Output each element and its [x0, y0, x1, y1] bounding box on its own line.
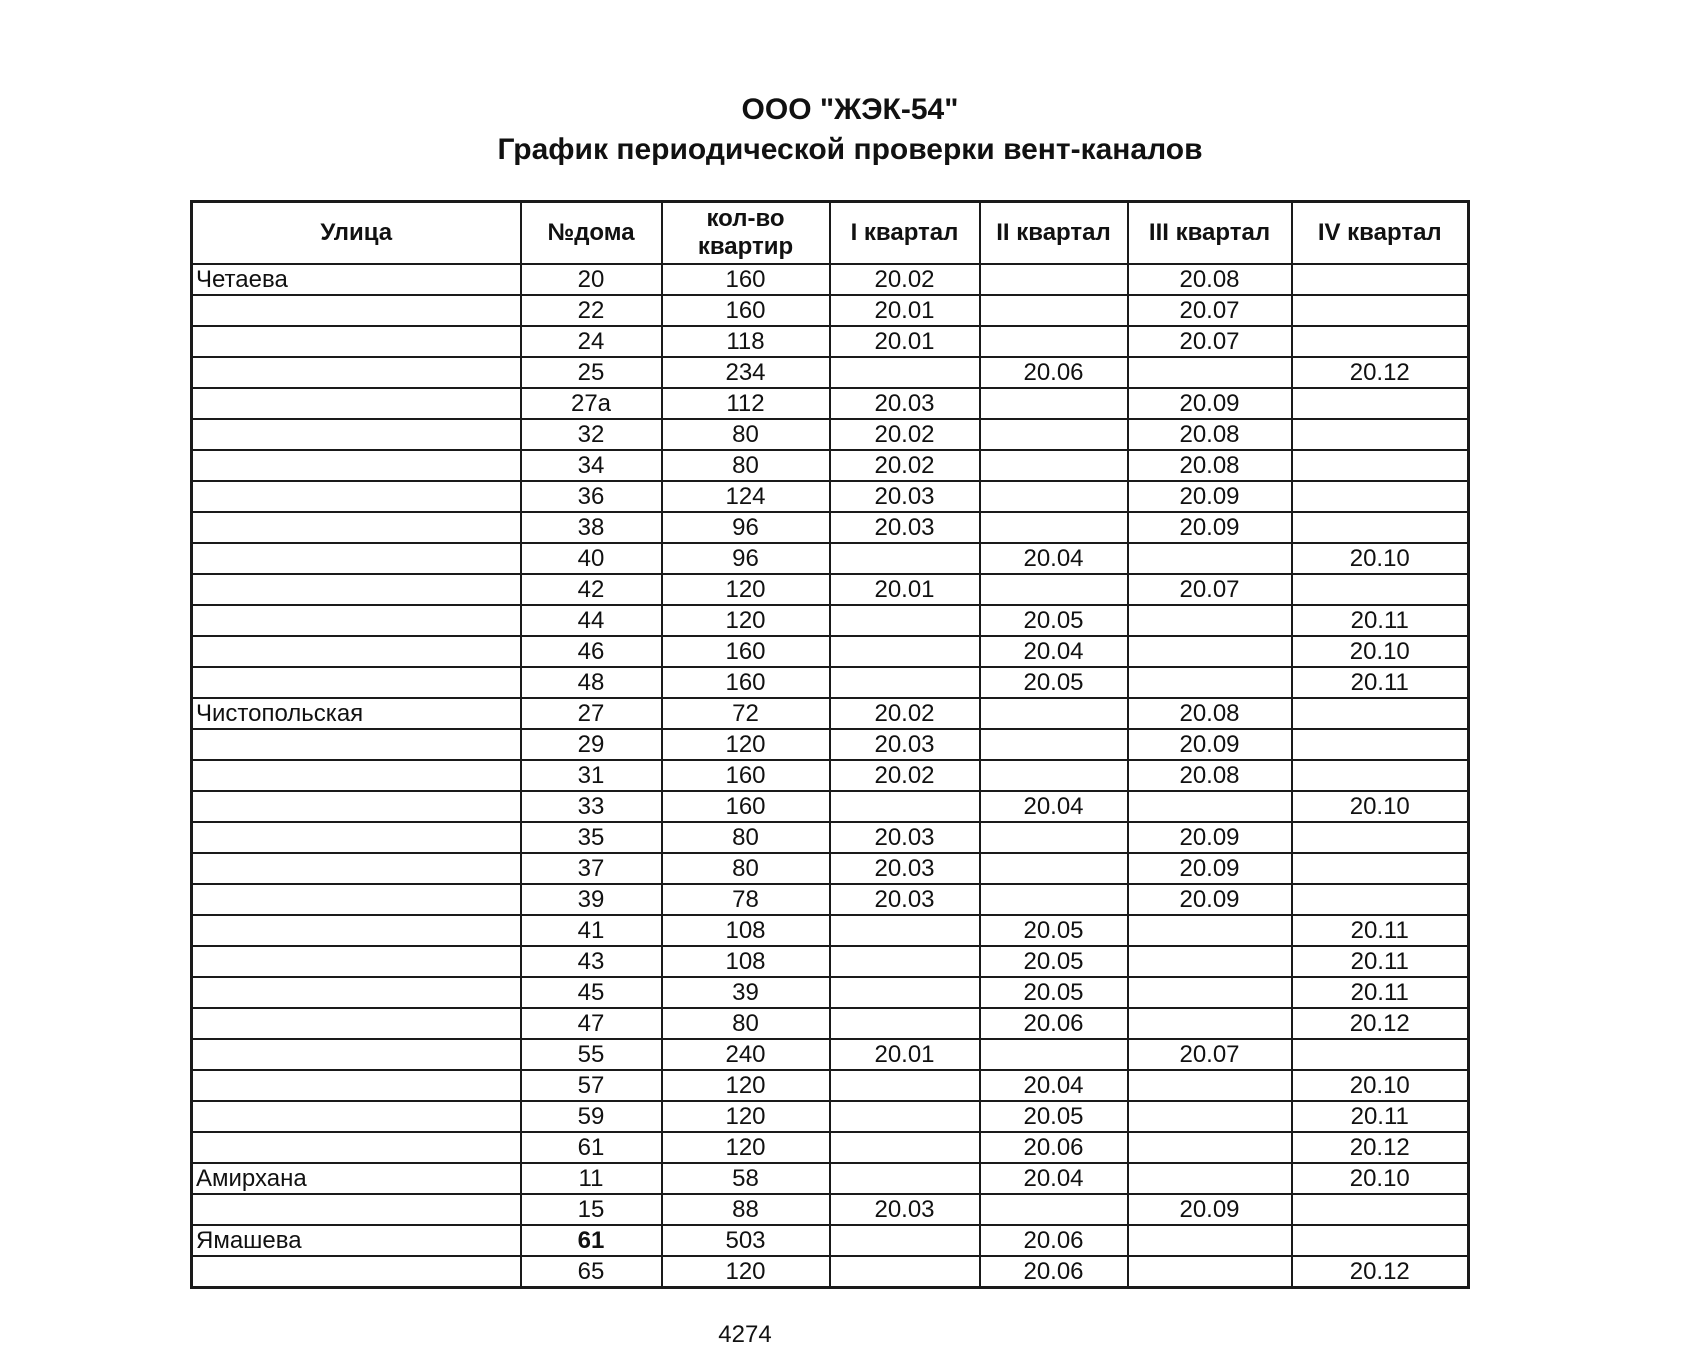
q4-date-cell — [1292, 574, 1469, 605]
street-cell — [192, 853, 521, 884]
q3-date-cell — [1128, 1070, 1292, 1101]
q4-date-cell — [1292, 481, 1469, 512]
q4-date-cell: 20.11 — [1292, 1101, 1469, 1132]
q1-date-cell: 20.01 — [830, 295, 980, 326]
q4-date-cell — [1292, 884, 1469, 915]
house-number-cell: 11 — [521, 1163, 662, 1194]
q4-date-cell: 20.10 — [1292, 791, 1469, 822]
q3-date-cell: 20.08 — [1128, 419, 1292, 450]
house-number-cell: 34 — [521, 450, 662, 481]
q4-date-cell — [1292, 760, 1469, 791]
house-number-cell: 27 — [521, 698, 662, 729]
q2-date-cell: 20.05 — [980, 977, 1128, 1008]
house-number-cell: 29 — [521, 729, 662, 760]
q3-date-cell — [1128, 1256, 1292, 1288]
table-row — [192, 1132, 1469, 1163]
street-cell — [192, 481, 521, 512]
apartments-count-cell: 80 — [662, 450, 830, 481]
table-row — [192, 357, 1469, 388]
table-row — [192, 1225, 1469, 1256]
q2-date-cell — [980, 326, 1128, 357]
q2-date-cell: 20.06 — [980, 1132, 1128, 1163]
q1-date-cell — [830, 543, 980, 574]
q3-date-cell: 20.08 — [1128, 698, 1292, 729]
q1-date-cell — [830, 915, 980, 946]
q4-date-cell: 20.11 — [1292, 946, 1469, 977]
q3-date-cell — [1128, 946, 1292, 977]
apartments-count-cell: 160 — [662, 667, 830, 698]
house-number-cell: 24 — [521, 326, 662, 357]
street-cell — [192, 574, 521, 605]
q2-date-cell: 20.06 — [980, 1008, 1128, 1039]
q4-date-cell — [1292, 295, 1469, 326]
q2-date-cell: 20.06 — [980, 1256, 1128, 1288]
q4-date-cell: 20.11 — [1292, 605, 1469, 636]
table-row — [192, 264, 1469, 295]
q2-date-cell — [980, 1039, 1128, 1070]
street-cell: Четаева — [192, 264, 521, 295]
q2-date-cell — [980, 388, 1128, 419]
total-apartments: 4274 — [718, 1321, 772, 1348]
q1-date-cell: 20.03 — [830, 481, 980, 512]
q3-date-cell: 20.07 — [1128, 295, 1292, 326]
house-number-cell: 37 — [521, 853, 662, 884]
table-row — [192, 574, 1469, 605]
q1-date-cell — [830, 636, 980, 667]
q4-date-cell: 20.11 — [1292, 977, 1469, 1008]
q2-date-cell — [980, 698, 1128, 729]
table-row — [192, 512, 1469, 543]
street-cell — [192, 543, 521, 574]
table-row — [192, 326, 1469, 357]
apartments-count-cell: 39 — [662, 977, 830, 1008]
q2-date-cell — [980, 574, 1128, 605]
house-number-cell: 35 — [521, 822, 662, 853]
q1-date-cell — [830, 1256, 980, 1288]
table-row — [192, 946, 1469, 977]
q2-date-cell: 20.06 — [980, 357, 1128, 388]
q1-date-cell — [830, 946, 980, 977]
table-row — [192, 822, 1469, 853]
column-header-apartments: кол-во квартир — [662, 202, 830, 265]
q2-date-cell: 20.06 — [980, 1225, 1128, 1256]
table-row — [192, 1070, 1469, 1101]
apartments-count-cell: 78 — [662, 884, 830, 915]
street-cell — [192, 357, 521, 388]
street-cell — [192, 1008, 521, 1039]
column-header-q1: I квартал — [830, 202, 980, 265]
apartments-count-cell: 160 — [662, 760, 830, 791]
street-cell — [192, 295, 521, 326]
street-cell — [192, 1194, 521, 1225]
q3-date-cell — [1128, 605, 1292, 636]
house-number-cell: 15 — [521, 1194, 662, 1225]
q2-date-cell — [980, 264, 1128, 295]
apartments-count-cell: 120 — [662, 1132, 830, 1163]
q4-date-cell: 20.10 — [1292, 1163, 1469, 1194]
street-cell — [192, 450, 521, 481]
street-cell — [192, 605, 521, 636]
house-number-cell: 42 — [521, 574, 662, 605]
q3-date-cell — [1128, 1008, 1292, 1039]
street-cell — [192, 946, 521, 977]
apartments-count-cell: 96 — [662, 512, 830, 543]
house-number-cell: 22 — [521, 295, 662, 326]
q1-date-cell: 20.03 — [830, 1194, 980, 1225]
street-cell — [192, 326, 521, 357]
q2-date-cell — [980, 760, 1128, 791]
street-cell — [192, 915, 521, 946]
table-row — [192, 388, 1469, 419]
house-number-cell: 61 — [521, 1132, 662, 1163]
house-number-cell: 44 — [521, 605, 662, 636]
q1-date-cell — [830, 1132, 980, 1163]
q1-date-cell — [830, 357, 980, 388]
house-number-cell: 57 — [521, 1070, 662, 1101]
q3-date-cell: 20.09 — [1128, 729, 1292, 760]
street-cell — [192, 729, 521, 760]
q2-date-cell: 20.04 — [980, 1163, 1128, 1194]
q1-date-cell: 20.02 — [830, 419, 980, 450]
q3-date-cell: 20.07 — [1128, 326, 1292, 357]
table-row — [192, 729, 1469, 760]
q3-date-cell — [1128, 357, 1292, 388]
street-cell — [192, 791, 521, 822]
q3-date-cell — [1128, 1225, 1292, 1256]
table-row — [192, 1194, 1469, 1225]
q2-date-cell: 20.04 — [980, 791, 1128, 822]
house-number-cell: 39 — [521, 884, 662, 915]
q4-date-cell: 20.12 — [1292, 1132, 1469, 1163]
column-header-q4: IV квартал — [1292, 202, 1469, 265]
q3-date-cell: 20.07 — [1128, 574, 1292, 605]
house-number-cell: 40 — [521, 543, 662, 574]
street-cell — [192, 667, 521, 698]
street-cell — [192, 822, 521, 853]
q4-date-cell — [1292, 326, 1469, 357]
q3-date-cell — [1128, 1132, 1292, 1163]
q4-date-cell — [1292, 512, 1469, 543]
column-header-q3: III квартал — [1128, 202, 1292, 265]
table-row — [192, 760, 1469, 791]
ventilation-schedule-table — [190, 200, 1470, 1289]
apartments-count-cell: 160 — [662, 264, 830, 295]
apartments-count-cell: 120 — [662, 574, 830, 605]
q3-date-cell: 20.09 — [1128, 822, 1292, 853]
table-row — [192, 605, 1469, 636]
table-row — [192, 884, 1469, 915]
q3-date-cell — [1128, 1163, 1292, 1194]
house-number-cell: 46 — [521, 636, 662, 667]
q1-date-cell — [830, 977, 980, 1008]
q3-date-cell: 20.09 — [1128, 884, 1292, 915]
street-cell — [192, 636, 521, 667]
house-number-cell: 55 — [521, 1039, 662, 1070]
apartments-count-cell: 80 — [662, 419, 830, 450]
apartments-count-cell: 160 — [662, 791, 830, 822]
table-row — [192, 636, 1469, 667]
table-row — [192, 543, 1469, 574]
q3-date-cell — [1128, 667, 1292, 698]
q4-date-cell: 20.12 — [1292, 1256, 1469, 1288]
q4-date-cell: 20.11 — [1292, 915, 1469, 946]
q2-date-cell: 20.05 — [980, 667, 1128, 698]
house-number-cell: 20 — [521, 264, 662, 295]
q4-date-cell: 20.10 — [1292, 636, 1469, 667]
q2-date-cell: 20.05 — [980, 605, 1128, 636]
street-cell — [192, 1070, 521, 1101]
table-row — [192, 295, 1469, 326]
table-body — [192, 264, 1469, 1288]
q2-date-cell — [980, 481, 1128, 512]
table-row — [192, 1163, 1469, 1194]
table-row — [192, 853, 1469, 884]
apartments-count-cell: 120 — [662, 1070, 830, 1101]
street-cell — [192, 760, 521, 791]
street-cell — [192, 1256, 521, 1288]
street-cell — [192, 388, 521, 419]
house-number-cell: 25 — [521, 357, 662, 388]
q3-date-cell: 20.08 — [1128, 450, 1292, 481]
table-row — [192, 1256, 1469, 1288]
apartments-count-cell: 120 — [662, 1101, 830, 1132]
q1-date-cell: 20.01 — [830, 1039, 980, 1070]
apartments-count-cell: 120 — [662, 605, 830, 636]
company-name: ООО "ЖЭК-54" — [741, 93, 959, 126]
q1-date-cell: 20.03 — [830, 853, 980, 884]
house-number-cell: 32 — [521, 419, 662, 450]
q2-date-cell: 20.04 — [980, 543, 1128, 574]
q3-date-cell: 20.09 — [1128, 1194, 1292, 1225]
house-number-cell: 65 — [521, 1256, 662, 1288]
q1-date-cell: 20.02 — [830, 264, 980, 295]
street-cell — [192, 1132, 521, 1163]
q3-date-cell — [1128, 636, 1292, 667]
table-row — [192, 481, 1469, 512]
street-cell: Чистопольская — [192, 698, 521, 729]
street-cell — [192, 977, 521, 1008]
q1-date-cell — [830, 1070, 980, 1101]
q4-date-cell — [1292, 853, 1469, 884]
q4-date-cell — [1292, 1225, 1469, 1256]
house-number-cell: 59 — [521, 1101, 662, 1132]
table-row — [192, 419, 1469, 450]
document-title: График периодической проверки вент-каналов — [497, 133, 1203, 166]
q4-date-cell: 20.10 — [1292, 543, 1469, 574]
apartments-count-cell: 503 — [662, 1225, 830, 1256]
q4-date-cell — [1292, 729, 1469, 760]
q4-date-cell — [1292, 388, 1469, 419]
house-number-cell: 61 — [521, 1225, 662, 1256]
apartments-count-cell: 120 — [662, 729, 830, 760]
apartments-count-cell: 108 — [662, 946, 830, 977]
table-header-row — [192, 202, 1469, 265]
q1-date-cell: 20.02 — [830, 450, 980, 481]
house-number-cell: 47 — [521, 1008, 662, 1039]
q1-date-cell: 20.03 — [830, 512, 980, 543]
street-cell — [192, 1101, 521, 1132]
q1-date-cell — [830, 1101, 980, 1132]
street-cell: Ямашева — [192, 1225, 521, 1256]
apartments-count-cell: 240 — [662, 1039, 830, 1070]
apartments-count-cell: 80 — [662, 822, 830, 853]
q1-date-cell: 20.01 — [830, 574, 980, 605]
house-number-cell: 43 — [521, 946, 662, 977]
q3-date-cell — [1128, 977, 1292, 1008]
street-cell — [192, 884, 521, 915]
q2-date-cell: 20.05 — [980, 915, 1128, 946]
q1-date-cell — [830, 1225, 980, 1256]
apartments-count-cell: 120 — [662, 1256, 830, 1288]
apartments-count-cell: 160 — [662, 295, 830, 326]
q1-date-cell — [830, 791, 980, 822]
table-row — [192, 450, 1469, 481]
q3-date-cell: 20.09 — [1128, 512, 1292, 543]
q3-date-cell: 20.07 — [1128, 1039, 1292, 1070]
apartments-count-cell: 124 — [662, 481, 830, 512]
q4-date-cell — [1292, 1194, 1469, 1225]
q2-date-cell: 20.05 — [980, 946, 1128, 977]
table-row — [192, 1101, 1469, 1132]
q4-date-cell: 20.12 — [1292, 1008, 1469, 1039]
column-header-street: Улица — [192, 202, 521, 265]
q3-date-cell: 20.09 — [1128, 388, 1292, 419]
table-row — [192, 1039, 1469, 1070]
q2-date-cell — [980, 419, 1128, 450]
apartments-count-cell: 160 — [662, 636, 830, 667]
q4-date-cell — [1292, 264, 1469, 295]
q2-date-cell — [980, 1194, 1128, 1225]
q2-date-cell — [980, 512, 1128, 543]
q1-date-cell — [830, 1163, 980, 1194]
table-row — [192, 667, 1469, 698]
table-row — [192, 977, 1469, 1008]
q1-date-cell: 20.02 — [830, 760, 980, 791]
apartments-count-cell: 96 — [662, 543, 830, 574]
q1-date-cell: 20.01 — [830, 326, 980, 357]
house-number-cell: 48 — [521, 667, 662, 698]
q1-date-cell — [830, 1008, 980, 1039]
apartments-count-cell: 80 — [662, 1008, 830, 1039]
q1-date-cell: 20.03 — [830, 388, 980, 419]
q1-date-cell: 20.03 — [830, 822, 980, 853]
q2-date-cell — [980, 729, 1128, 760]
q3-date-cell: 20.08 — [1128, 264, 1292, 295]
q2-date-cell — [980, 853, 1128, 884]
table-row — [192, 1008, 1469, 1039]
q2-date-cell: 20.05 — [980, 1101, 1128, 1132]
apartments-count-cell: 112 — [662, 388, 830, 419]
q2-date-cell — [980, 295, 1128, 326]
q4-date-cell — [1292, 698, 1469, 729]
house-number-cell: 45 — [521, 977, 662, 1008]
apartments-count-cell: 118 — [662, 326, 830, 357]
q3-date-cell — [1128, 1101, 1292, 1132]
q3-date-cell — [1128, 915, 1292, 946]
street-cell: Амирхана — [192, 1163, 521, 1194]
house-number-cell: 41 — [521, 915, 662, 946]
street-cell — [192, 419, 521, 450]
house-number-cell: 33 — [521, 791, 662, 822]
q1-date-cell — [830, 605, 980, 636]
column-header-q2: II квартал — [980, 202, 1128, 265]
table-row — [192, 915, 1469, 946]
house-number-cell: 31 — [521, 760, 662, 791]
q3-date-cell: 20.08 — [1128, 760, 1292, 791]
apartments-count-cell: 88 — [662, 1194, 830, 1225]
q4-date-cell — [1292, 1039, 1469, 1070]
q3-date-cell — [1128, 791, 1292, 822]
table-row — [192, 791, 1469, 822]
apartments-count-cell: 58 — [662, 1163, 830, 1194]
q4-date-cell — [1292, 450, 1469, 481]
house-number-cell: 36 — [521, 481, 662, 512]
house-number-cell: 27а — [521, 388, 662, 419]
q1-date-cell: 20.02 — [830, 698, 980, 729]
q2-date-cell — [980, 450, 1128, 481]
apartments-count-cell: 72 — [662, 698, 830, 729]
house-number-cell: 38 — [521, 512, 662, 543]
column-header-house: №дома — [521, 202, 662, 265]
q1-date-cell — [830, 667, 980, 698]
q2-date-cell — [980, 822, 1128, 853]
q1-date-cell: 20.03 — [830, 729, 980, 760]
q3-date-cell: 20.09 — [1128, 481, 1292, 512]
apartments-count-cell: 108 — [662, 915, 830, 946]
q4-date-cell: 20.11 — [1292, 667, 1469, 698]
q3-date-cell: 20.09 — [1128, 853, 1292, 884]
q4-date-cell — [1292, 419, 1469, 450]
table-row — [192, 698, 1469, 729]
q4-date-cell: 20.10 — [1292, 1070, 1469, 1101]
q1-date-cell: 20.03 — [830, 884, 980, 915]
q4-date-cell: 20.12 — [1292, 357, 1469, 388]
q4-date-cell — [1292, 822, 1469, 853]
q2-date-cell — [980, 884, 1128, 915]
q2-date-cell: 20.04 — [980, 1070, 1128, 1101]
q3-date-cell — [1128, 543, 1292, 574]
street-cell — [192, 512, 521, 543]
apartments-count-cell: 234 — [662, 357, 830, 388]
street-cell — [192, 1039, 521, 1070]
apartments-count-cell: 80 — [662, 853, 830, 884]
q2-date-cell: 20.04 — [980, 636, 1128, 667]
